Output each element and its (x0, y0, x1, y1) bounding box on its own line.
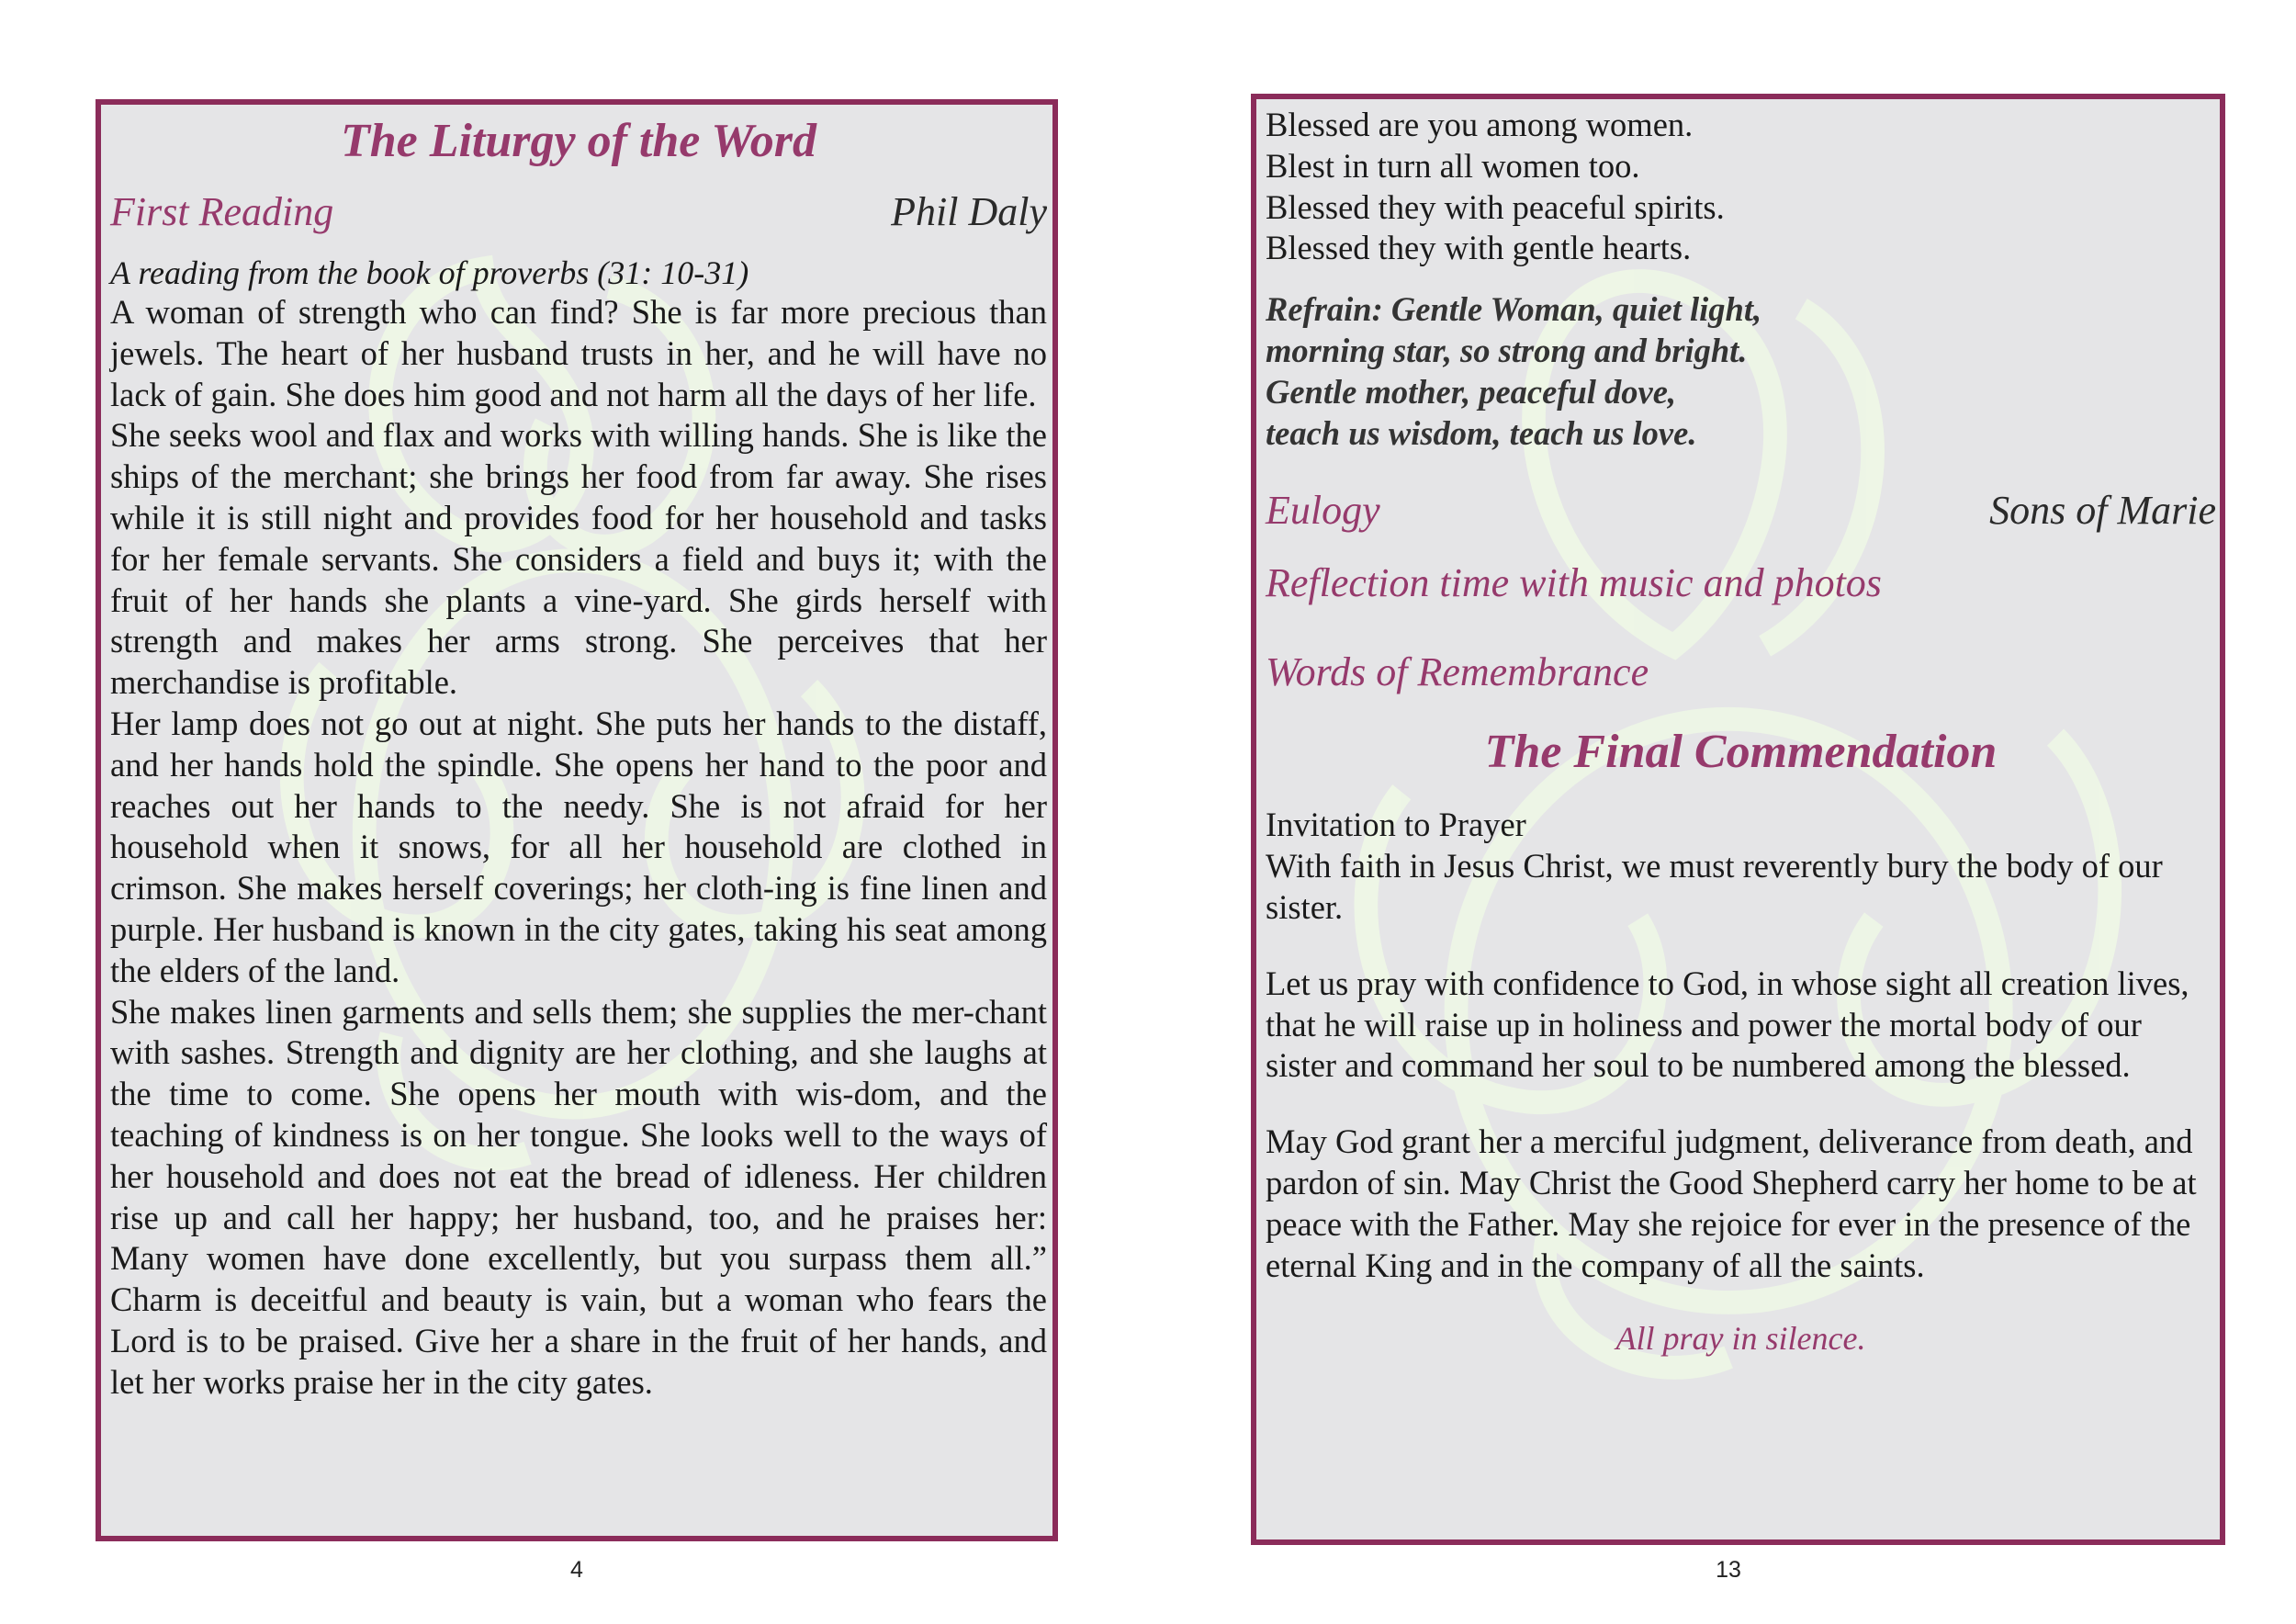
reflection-text: Reflection time with music and photos (1266, 560, 1882, 606)
reading-paragraph: Her lamp does not go out at night. She puts her hands to the distaff, and her hands hold the spindle. She opens her hand to the poor and reaches out her hands to the needy. She is not afraid for her household when it snows, for all her household are clothed in crimson. She makes herself coverings; her cloth-ing is fine linen and purple. Her husband is known in the city gates, taking his seat among the elders of the land. (110, 704, 1047, 989)
verse-line: Blessed they with gentle hearts. (1266, 229, 1692, 267)
reader-name: Phil Daly (891, 189, 1047, 234)
reflection-label (1266, 559, 2216, 606)
remembrance-label (1266, 648, 2216, 695)
refrain-line: teach us wisdom, teach us love. (1266, 413, 1697, 452)
right-content (1266, 99, 2216, 1358)
verse-line: Blessed they with peaceful spirits. (1266, 187, 1725, 226)
blessing-paragraph: May God grant her a merciful judgment, deliverance from death, and pardon of sin. May Christ the Good Shepherd carry her home to be at peace with the Father. May she rejoice for ever in the presence of the eternal King and in the company of all the saints. (1266, 1122, 2197, 1284)
first-reading-row (110, 188, 1047, 235)
page-title: The Liturgy of the Word (340, 115, 817, 167)
reading-paragraph: A woman of strength who can find? She is far more precious than jewels. The heart of her husband trusts in her, and he will have no lack of gain. She does him good and not harm all the days of her life. (110, 293, 1047, 413)
invitation-text: With faith in Jesus Christ, we must reverently bury the body of our sister. (1266, 847, 2163, 926)
page-number-right: 13 (1716, 1557, 1741, 1583)
reading-text (110, 292, 1047, 1404)
first-reading-label: First Reading (110, 189, 334, 234)
left-content (110, 105, 1047, 1404)
reading-paragraph: She seeks wool and flax and works with willing hands. She is like the ships of the merchant; she brings her food from far away. She rises while it is still night and provides food for her household and tasks for her female servants. She considers a field and buys it; with the fruit of her hands she plants a vine-yard. She girds herself with strength and makes her arms strong. She perceives that her merchandise is profitable. (110, 416, 1047, 702)
section-title: The Final Commendation (1484, 726, 1998, 779)
refrain-line: Gentle mother, peaceful dove, (1266, 372, 1677, 411)
remembrance-text: Words of Remembrance (1266, 649, 1649, 695)
eulogy-reader: Sons of Marie (1989, 488, 2216, 534)
verse-line: Blest in turn all women too. (1266, 146, 1640, 185)
refrain-line: Refrain: Gentle Woman, quiet light, (1266, 290, 1762, 329)
refrain-line: morning star, so strong and bright. (1266, 331, 1748, 369)
invitation-title: Invitation to Prayer (1266, 806, 1526, 844)
verse-line: Blessed are you among women. (1266, 106, 1694, 143)
reading-paragraph: She makes linen garments and sells them; she supplies the mer-chant with sashes. Strength and dignity are her clothing, and she laughs at the time to come. She opens her mouth with wis-dom, and the teaching of kindness is on her tongue. She looks well to the ways of her household and does not eat the bread of idleness. Her children rise up and call her happy; her husband, too, and he praises her: Many women have done excellently, but you surpass them all.” Charm is deceitful and beauty is vain, but a woman who fears the Lord is to be praised. Give her a share in the fruit of her hands, and let her works praise her in the city gates. (110, 992, 1047, 1401)
closing-instruction: All pray in silence. (1615, 1320, 1866, 1358)
invitation-block (1266, 805, 2216, 928)
left-page-panel (96, 99, 1058, 1541)
right-page-panel (1251, 94, 2225, 1545)
refrain (1266, 289, 2216, 454)
verse (1266, 105, 2216, 269)
reading-reference: A reading from the book of proverbs (31: 10-31) (110, 254, 749, 291)
prayer-paragraph: Let us pray with confidence to God, in whose sight all creation lives, that he will raise up in holiness and power the mortal body of our sister and command her soul to be numbered among the blessed. (1266, 964, 2189, 1085)
eulogy-label: Eulogy (1266, 488, 1380, 534)
page-number-left: 4 (570, 1557, 583, 1583)
eulogy-row (1266, 487, 2216, 534)
